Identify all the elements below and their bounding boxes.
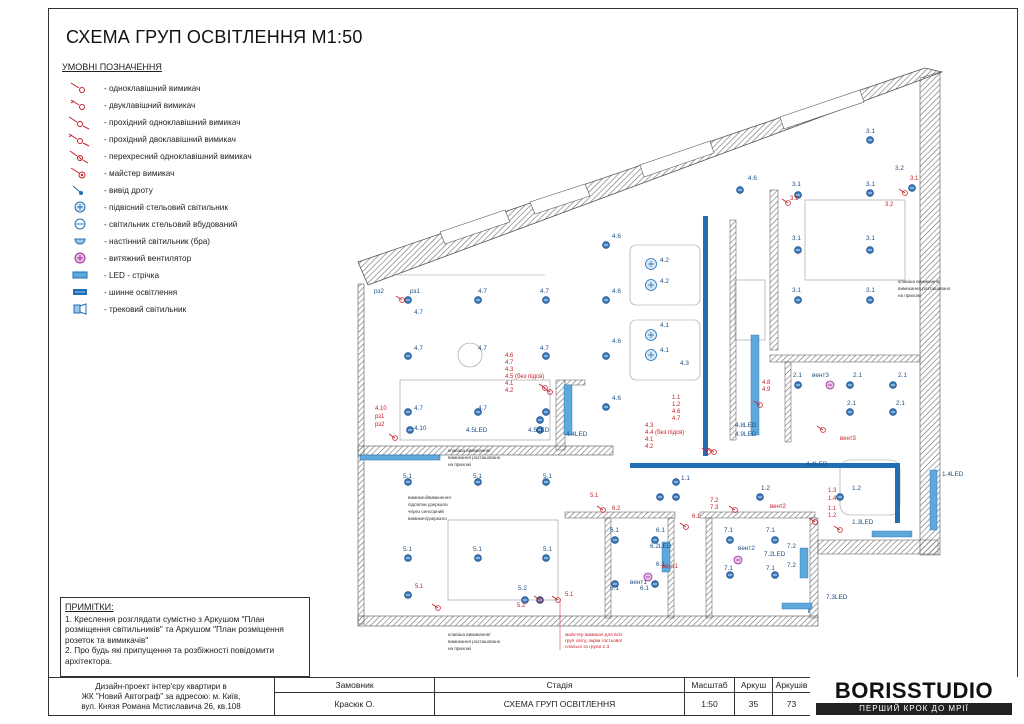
svg-text:1.1: 1.1 — [828, 506, 837, 512]
track-light-icon — [62, 301, 98, 317]
svg-text:1.4: 1.4 — [828, 496, 837, 502]
svg-text:3.1: 3.1 — [792, 287, 801, 294]
legend-item: - одноклавішний вимикач — [62, 80, 200, 96]
svg-text:вент2: вент2 — [738, 545, 755, 552]
svg-text:4.10: 4.10 — [375, 406, 387, 412]
svg-text:4.6: 4.6 — [505, 353, 514, 359]
svg-text:через сенсорний: через сенсорний — [408, 509, 444, 514]
svg-text:5.2: 5.2 — [518, 585, 527, 592]
legend-item: - шинне освітлення — [62, 284, 177, 300]
cross-switch-icon — [62, 148, 98, 164]
legend-item: - прохідний двоклавішний вимикач — [62, 131, 236, 147]
svg-text:4.6: 4.6 — [612, 338, 621, 345]
svg-text:4.7: 4.7 — [672, 416, 681, 422]
svg-text:4.5 (без підсв): 4.5 (без підсв) — [505, 374, 545, 380]
svg-text:7.1: 7.1 — [766, 527, 775, 534]
client-heading: Замовник — [274, 677, 434, 692]
svg-text:4.3: 4.3 — [680, 360, 689, 367]
svg-text:1.3LED: 1.3LED — [852, 519, 874, 526]
sheet-heading: Аркуш — [734, 677, 772, 692]
svg-text:4.4 (без підсв): 4.4 (без підсв) — [645, 430, 685, 436]
legend-item: - майстер вимикач — [62, 165, 174, 181]
logo-name: BORISSTUDIO — [834, 678, 994, 703]
sheet-number: 35 — [734, 692, 772, 716]
svg-text:4.1: 4.1 — [505, 381, 514, 387]
svg-text:7.2: 7.2 — [787, 562, 796, 569]
svg-text:клавіша вимикання/: клавіша вимикання/ — [898, 279, 941, 284]
wall-light-icon — [62, 233, 98, 249]
client-name: Красюк О. — [274, 692, 434, 716]
svg-text:5.1: 5.1 — [565, 592, 574, 598]
svg-text:1.1: 1.1 — [681, 475, 690, 482]
pass-single-switch-icon — [62, 114, 98, 130]
svg-text:5.1: 5.1 — [590, 493, 599, 499]
single-switch-icon — [62, 80, 98, 96]
svg-text:4.9: 4.9 — [762, 387, 771, 393]
svg-text:3.1: 3.1 — [866, 287, 875, 294]
logo-slogan: ПЕРШИЙ КРОК ДО МРІЇ — [816, 703, 1012, 715]
svg-text:на прихожі: на прихожі — [898, 293, 921, 298]
svg-text:6.2: 6.2 — [612, 506, 621, 512]
svg-text:5.2: 5.2 — [517, 603, 526, 609]
svg-text:вент1: вент1 — [662, 564, 678, 570]
svg-text:4.1: 4.1 — [660, 322, 669, 329]
project-description: Дизайн-проект інтер'єру квартири в ЖК "Новий Автограф" за адресою: м. Київ, вул. Князя Романа Мстиславича 26, кв.108 — [81, 681, 241, 711]
svg-text:на прихожі: на прихожі — [448, 462, 471, 467]
svg-text:3.2: 3.2 — [895, 165, 904, 172]
svg-text:рз1: рз1 — [410, 288, 420, 295]
svg-text:4.9LED: 4.9LED — [735, 431, 757, 438]
svg-text:вент3: вент3 — [812, 372, 829, 379]
svg-text:вимикання розташовано: вимикання розташовано — [448, 639, 501, 644]
legend-item: - настінний світильник (бра) — [62, 233, 210, 249]
svg-text:6.2LED: 6.2LED — [650, 543, 672, 550]
svg-text:4.7: 4.7 — [478, 345, 487, 352]
svg-text:5.1: 5.1 — [403, 546, 412, 553]
master-switch-icon — [62, 165, 98, 181]
svg-text:4.4LED: 4.4LED — [806, 461, 828, 468]
sheets-total: 73 — [772, 692, 810, 716]
svg-text:3.1: 3.1 — [866, 235, 875, 242]
svg-text:груп світу, окрім гостьової: груп світу, окрім гостьової — [565, 639, 623, 644]
svg-text:4.2: 4.2 — [505, 388, 514, 394]
svg-text:4.2: 4.2 — [660, 278, 669, 285]
svg-text:вент2: вент2 — [770, 504, 786, 510]
svg-text:7.1: 7.1 — [766, 565, 775, 572]
notes-box — [60, 597, 310, 677]
stage-heading: Стадія — [434, 677, 684, 692]
svg-text:7.3: 7.3 — [710, 505, 719, 511]
svg-text:вимикач/дзеркало: вимикач/дзеркало — [408, 516, 447, 521]
svg-text:4.3: 4.3 — [505, 367, 514, 373]
pass-double-switch-icon — [62, 131, 98, 147]
svg-text:4.1: 4.1 — [660, 347, 669, 354]
svg-text:5.1: 5.1 — [473, 473, 482, 480]
svg-text:6.1: 6.1 — [656, 561, 665, 568]
svg-text:1.4LED: 1.4LED — [942, 471, 964, 478]
svg-text:3.1: 3.1 — [866, 128, 875, 135]
studio-logo — [810, 677, 1018, 716]
pendant-light-icon — [62, 199, 98, 215]
svg-text:2.1: 2.1 — [853, 372, 862, 379]
legend-item: - прохідний одноклавішний вимикач — [62, 114, 241, 130]
stage-value: СХЕМА ГРУП ОСВІТЛЕННЯ — [434, 692, 684, 716]
svg-text:3.2: 3.2 — [885, 202, 894, 208]
svg-text:2.1: 2.1 — [793, 372, 802, 379]
wire-outlet-icon — [62, 182, 98, 198]
legend-item: - підвісний стельовий світильник — [62, 199, 228, 215]
svg-text:1.1: 1.1 — [672, 395, 681, 401]
svg-text:4.7: 4.7 — [505, 360, 514, 366]
svg-text:6.1: 6.1 — [692, 514, 701, 520]
legend-item: - витяжний вентилятор — [62, 250, 191, 266]
double-switch-icon — [62, 97, 98, 113]
note-line-2: 2. Про будь які припущення та розбіжності повідомити архітектора. — [65, 645, 275, 666]
svg-text:6.1: 6.1 — [656, 527, 665, 534]
notes-heading: ПРИМІТКИ: — [65, 602, 114, 612]
svg-text:4.6: 4.6 — [612, 233, 621, 240]
svg-text:4.7: 4.7 — [540, 288, 549, 295]
svg-text:клавіша вимикання/: клавіша вимикання/ — [448, 632, 491, 637]
exhaust-fan-icon — [62, 250, 98, 266]
legend-item: - LED - стрічка — [62, 267, 159, 283]
svg-text:4.7: 4.7 — [478, 405, 487, 412]
svg-text:4.6: 4.6 — [748, 175, 757, 182]
svg-text:7.1: 7.1 — [724, 565, 733, 572]
legend-item: - вивід дроту — [62, 182, 153, 198]
svg-text:1.2: 1.2 — [672, 402, 681, 408]
svg-text:спальні та групи 1.3: спальні та групи 1.3 — [565, 645, 610, 650]
svg-text:1.2: 1.2 — [828, 513, 837, 519]
svg-text:рз1: рз1 — [375, 414, 385, 420]
led-strip-icon — [62, 267, 98, 283]
svg-text:4.7: 4.7 — [414, 309, 423, 316]
svg-text:4.2: 4.2 — [660, 257, 669, 264]
svg-text:5.1: 5.1 — [543, 546, 552, 553]
page-title: СХЕМА ГРУП ОСВІТЛЕННЯ М1:50 — [66, 27, 363, 47]
svg-text:2.1: 2.1 — [898, 372, 907, 379]
svg-text:2.1: 2.1 — [847, 400, 856, 407]
sheets-heading: Аркушів — [772, 677, 810, 692]
svg-text:3.1: 3.1 — [792, 181, 801, 188]
svg-text:рз2: рз2 — [375, 422, 385, 428]
busbar-light-icon — [62, 284, 98, 300]
recessed-light-icon — [62, 216, 98, 232]
svg-text:1.2: 1.2 — [852, 485, 861, 492]
svg-text:4.6: 4.6 — [612, 288, 621, 295]
svg-text:4.1: 4.1 — [645, 437, 654, 443]
svg-text:3.1: 3.1 — [910, 176, 919, 182]
svg-text:1.3: 1.3 — [828, 488, 837, 494]
svg-text:3.1: 3.1 — [790, 196, 799, 202]
svg-text:7.2: 7.2 — [787, 543, 796, 550]
scale-value: 1:50 — [684, 692, 734, 716]
svg-text:3.1: 3.1 — [792, 235, 801, 242]
legend-item: - світильник стельовий вбудований — [62, 216, 237, 232]
svg-text:підсвітки дзеркала: підсвітки дзеркала — [408, 502, 448, 507]
svg-text:6.1: 6.1 — [610, 527, 619, 534]
scale-heading: Масштаб — [684, 677, 734, 692]
svg-text:4.7: 4.7 — [540, 345, 549, 352]
svg-text:4.7: 4.7 — [478, 288, 487, 295]
legend-heading: УМОВНІ ПОЗНАЧЕННЯ — [62, 62, 162, 72]
svg-text:майстер вимикач для всіх: майстер вимикач для всіх — [565, 633, 623, 638]
note-line-1: 1. Креслення розглядати сумістно з Аркушом "План розміщення світильників" та Аркушом "План розміщення розеток та вимикачів" — [65, 613, 284, 645]
svg-text:1.2: 1.2 — [761, 485, 770, 492]
svg-text:3.1: 3.1 — [866, 181, 875, 188]
svg-text:клавіша вимикання/: клавіша вимикання/ — [448, 448, 491, 453]
walls — [356, 68, 942, 626]
svg-text:5.1: 5.1 — [473, 546, 482, 553]
svg-text:7.1: 7.1 — [724, 527, 733, 534]
svg-text:4.6: 4.6 — [612, 395, 621, 402]
svg-text:рз2: рз2 — [374, 288, 384, 295]
svg-text:вимикання розташовано: вимикання розташовано — [898, 286, 951, 291]
svg-text:4.5LED: 4.5LED — [528, 427, 550, 434]
svg-text:4.8LED: 4.8LED — [735, 422, 757, 429]
svg-text:вент3: вент3 — [840, 436, 856, 442]
svg-text:вимикання розташовано: вимикання розташовано — [448, 455, 501, 460]
legend-item: - перехресний одноклавішний вимикач — [62, 148, 252, 164]
svg-text:вент1: вент1 — [630, 579, 647, 586]
svg-text:5.1: 5.1 — [403, 473, 412, 480]
svg-text:4.4LED: 4.4LED — [566, 431, 588, 438]
svg-text:на прихожі: на прихожі — [448, 646, 471, 651]
svg-text:2.1: 2.1 — [896, 400, 905, 407]
svg-text:4.7: 4.7 — [414, 405, 423, 412]
svg-text:4.3: 4.3 — [645, 423, 654, 429]
legend-item: - трековий світильник — [62, 301, 186, 317]
svg-text:6.1: 6.1 — [610, 585, 619, 592]
svg-text:4.8: 4.8 — [762, 380, 771, 386]
svg-text:5.1: 5.1 — [415, 584, 424, 590]
svg-text:4.6: 4.6 — [672, 409, 681, 415]
svg-text:4.5LED: 4.5LED — [466, 427, 488, 434]
svg-text:вимикачі/вимкнення: вимикачі/вимкнення — [408, 495, 451, 500]
svg-text:7.2LED: 7.2LED — [764, 551, 786, 558]
svg-text:6.1: 6.1 — [640, 585, 649, 592]
legend-item: - двуклавішний вимикач — [62, 97, 195, 113]
svg-text:4.2: 4.2 — [645, 444, 654, 450]
svg-text:7.2: 7.2 — [710, 498, 719, 504]
svg-text:4.7: 4.7 — [414, 345, 423, 352]
svg-text:7.3LED: 7.3LED — [826, 594, 848, 601]
floor-plan — [330, 60, 964, 660]
svg-text:5.1: 5.1 — [543, 473, 552, 480]
svg-text:4.10: 4.10 — [414, 425, 427, 432]
